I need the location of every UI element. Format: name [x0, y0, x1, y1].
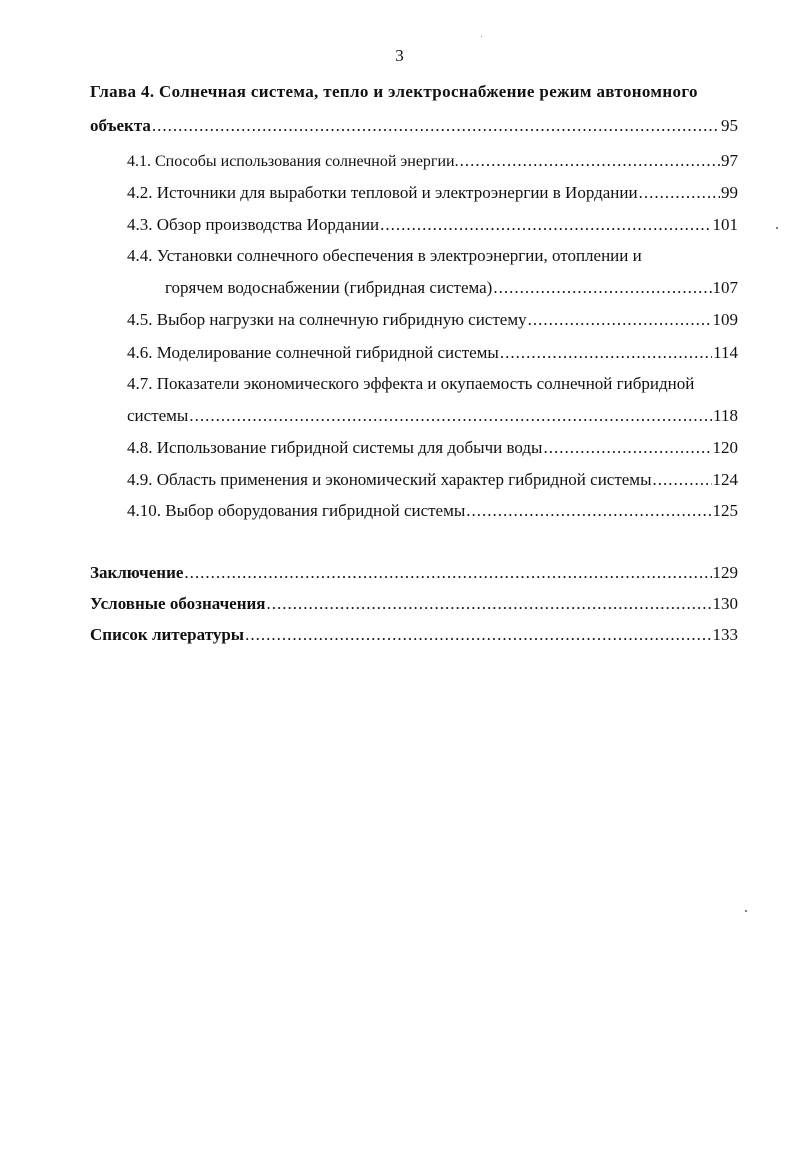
back-matter-entry: [90, 563, 738, 583]
dot-leader: [639, 183, 720, 203]
toc-entry-title: 4.2. Источники для выработки тепловой и электроэнергии в Иордании: [127, 183, 638, 202]
dot-leader: [466, 501, 711, 521]
scan-speck: [776, 227, 778, 229]
toc-entry-page: 97: [721, 151, 738, 170]
chapter-title-continuation: объекта: [90, 116, 151, 135]
toc-entry: [127, 215, 738, 235]
dot-leader: [460, 151, 720, 171]
dot-leader: [493, 278, 711, 298]
back-matter-page: 129: [712, 563, 738, 582]
toc-entry: [127, 501, 738, 521]
toc-entry: [165, 278, 738, 298]
back-matter-page: 133: [712, 625, 738, 644]
back-matter-title: Заключение: [90, 563, 184, 582]
dot-leader: [543, 438, 711, 458]
back-matter-entry: [90, 625, 738, 645]
toc-entry: [127, 183, 738, 203]
toc-entry-title: 4.9. Область применения и экономический характер гибридной системы: [127, 470, 652, 489]
back-matter-entry: [90, 594, 738, 614]
toc-entry-page: 120: [712, 438, 738, 457]
chapter-title: Глава 4. Солнечная система, тепло и электроснабжение режим автономного: [90, 82, 698, 101]
toc-entry-page: 124: [712, 470, 738, 489]
toc-entry-title: 4.7. Показатели экономического эффекта и окупаемость солнечной гибридной: [127, 374, 695, 393]
toc-entry-title: 4.10. Выбор оборудования гибридной системы: [127, 501, 466, 520]
scan-speck: [745, 910, 747, 912]
back-matter-title: Список литературы: [90, 625, 245, 644]
back-matter-title: Условные обозначения: [90, 594, 266, 613]
toc-entry: [127, 470, 738, 490]
chapter-page: 95: [721, 116, 738, 135]
page-number: 3: [395, 46, 404, 65]
toc-entry-page: 101: [712, 215, 738, 234]
toc-entry: [127, 438, 738, 458]
toc-entry-title: 4.8. Использование гибридной системы для добычи воды: [127, 438, 543, 457]
dot-leader: [184, 563, 711, 583]
toc-entry-page: 107: [712, 278, 738, 297]
toc-entry: [127, 343, 738, 363]
back-matter-page: 130: [712, 594, 738, 613]
toc-entry: [127, 151, 738, 172]
toc-entry: [127, 310, 738, 330]
chapter-title-continuation-line: [90, 116, 738, 136]
dot-leader: [528, 310, 712, 330]
dot-leader: [245, 625, 711, 645]
dot-leader: [500, 343, 712, 363]
toc-entry-page: 114: [713, 343, 738, 362]
dot-leader: [152, 116, 720, 136]
toc-entry-title: 4.6. Моделирование солнечной гибридной системы: [127, 343, 499, 362]
dot-leader: [380, 215, 711, 235]
toc-entry-title: 4.4. Установки солнечного обеспечения в электроэнергии, отоплении и: [127, 246, 642, 265]
toc-entry-continuation: горячем водоснабжении (гибридная система): [165, 278, 493, 297]
toc-entry-page: 109: [712, 310, 738, 329]
toc-entry-continuation: системы: [127, 406, 189, 425]
dot-leader: [189, 406, 712, 426]
toc-entry-page: 125: [712, 501, 738, 520]
toc-entry-title: 4.5. Выбор нагрузки на солнечную гибридную систему: [127, 310, 527, 329]
toc-entry-page: 99: [721, 183, 738, 202]
dot-leader: [267, 594, 712, 614]
dot-leader: [653, 470, 712, 490]
scan-speck: [481, 36, 482, 37]
toc-entry-title: 4.1. Способы использования солнечной энергии.: [127, 153, 459, 170]
toc-entry: [127, 406, 738, 426]
toc-entry-title: 4.3. Обзор производства Иордании: [127, 215, 380, 234]
toc-entry-page: 118: [713, 406, 738, 425]
